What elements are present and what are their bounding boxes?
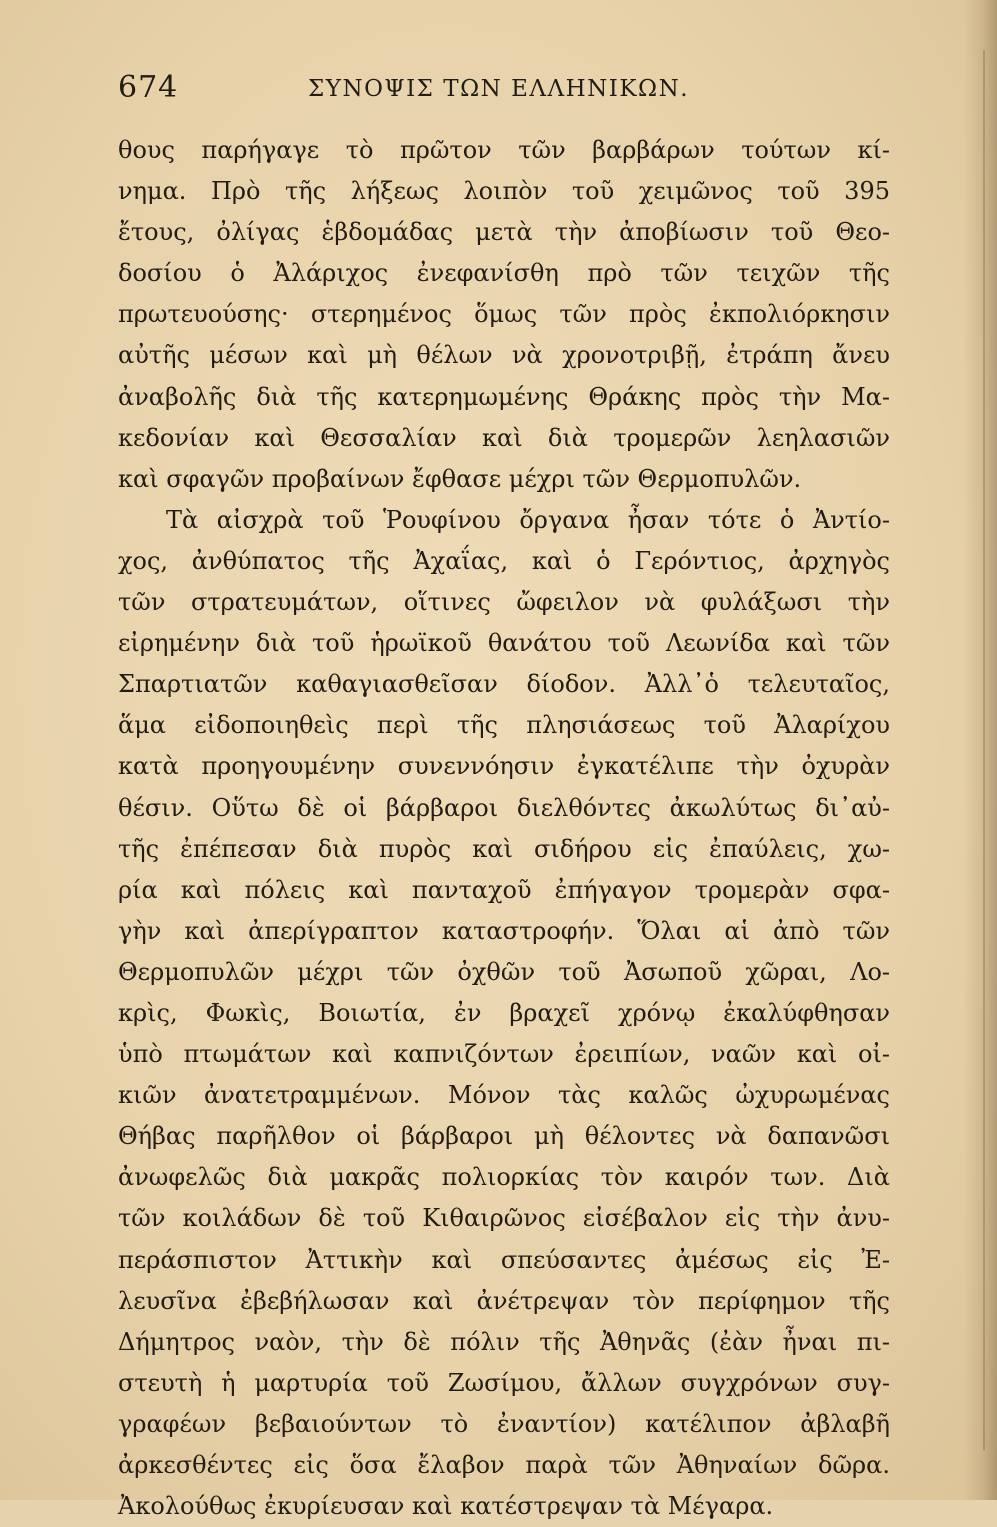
page-header	[118, 70, 898, 110]
text-line: κιῶν ἀνατετραμμένων. Μόνον τὰς καλῶς ὠχυρωμένας	[118, 1081, 890, 1110]
text-line: γραφέων βεβαιούντων τὸ ἐναντίον) κατέλιπον ἀβλαβῆ	[118, 1409, 890, 1438]
text-line: πρωτευούσης· στερημένος ὅμως τῶν πρὸς ἐκπολιόρκησιν	[118, 300, 890, 329]
text-line: καὶ σφαγῶν προβαίνων ἔφθασε μέχρι τῶν Θερμοπυλῶν.	[118, 464, 802, 493]
text-line: Θερμοπυλῶν μέχρι τῶν ὀχθῶν τοῦ Ἀσωποῦ χῶραι, Λο-	[118, 957, 890, 986]
text-line: εἰρημένην διὰ τοῦ ἡρωϊκοῦ θανάτου τοῦ Λεωνίδα καὶ τῶν	[118, 629, 890, 658]
text-line: περάσπιστον Ἀττικὴν καὶ σπεύσαντες ἀμέσως εἰς Ἐ-	[118, 1245, 890, 1274]
text-line: νημα. Πρὸ τῆς λήξεως λοιπὸν τοῦ χειμῶνος τοῦ 395	[118, 177, 890, 206]
text-line: ἀνωφελῶς διὰ μακρᾶς πολιορκίας τὸν καιρόν των. Διὰ	[118, 1163, 890, 1192]
text-line: Ἀκολούθως ἐκυρίευσαν καὶ κατέστρεψαν τὰ Μέγαρα.	[118, 1492, 774, 1521]
text-line: ρία καὶ πόλεις καὶ πανταχοῦ ἐπήγαγον τρομερὰν σφα-	[118, 875, 890, 904]
text-line: κρὶς, Φωκὶς, Βοιωτία, ἐν βραχεῖ χρόνῳ ἐκαλύφθησαν	[118, 998, 890, 1027]
text-line: ἀναβολῆς διὰ τῆς κατερημωμένης Θράκης πρὸς τὴν Μα-	[118, 382, 890, 411]
text-line: ἅμα εἰδοποιηθεὶς περὶ τῆς πλησιάσεως τοῦ Ἀλαρίχου	[118, 711, 890, 740]
running-head: ΣΥΝΟΨΙΣ ΤΩΝ ΕΛΛΗΝΙΚΩΝ.	[308, 76, 690, 102]
text-line: ἔτους, ὀλίγας ἑβδομάδας μετὰ τὴν ἀποβίωσιν τοῦ Θεο-	[118, 218, 890, 247]
text-line: αὐτῆς μέσων καὶ μὴ θέλων νὰ χρονοτριβῇ, ἐτράπη ἄνευ	[118, 341, 890, 370]
text-line: γὴν καὶ ἀπερίγραπτον καταστροφήν. Ὅλαι αἱ ἀπὸ τῶν	[118, 916, 890, 945]
text-line: κατὰ προηγουμένην συνεννόησιν ἐγκατέλιπε τὴν ὀχυρὰν	[118, 752, 890, 781]
text-line: θους παρήγαγε τὸ πρῶτον τῶν βαρβάρων τούτων κί-	[118, 136, 890, 164]
page-gutter-shadow	[963, 0, 997, 1500]
text-line: ἀρκεσθέντες εἰς ὅσα ἔλαβον παρὰ τῶν Ἀθηναίων δῶρα.	[118, 1451, 890, 1479]
paragraph-start-line: Τὰ αἰσχρὰ τοῦ Ῥουφίνου ὄργανα ἦσαν τότε ὁ Ἀντίο-	[166, 505, 890, 534]
text-line: δοσίου ὁ Ἀλάριχος ἐνεφανίσθη πρὸ τῶν τειχῶν τῆς	[118, 259, 890, 288]
text-line: Σπαρτιατῶν καθαγιασθεῖσαν δίοδον. Ἀλλ᾽ὁ τελευταῖος,	[118, 670, 890, 699]
text-line: Δήμητρος ναὸν, τὴν δὲ πόλιν τῆς Ἀθηνᾶς (ἐὰν ἦναι πι-	[118, 1327, 890, 1356]
text-line: χος, ἀνθύπατος τῆς Ἀχαΐας, καὶ ὁ Γερόντιος, ἀρχηγὸς	[118, 546, 890, 575]
text-line: στευτὴ ἡ μαρτυρία τοῦ Ζωσίμου, ἄλλων συγχρόνων συγ-	[118, 1368, 890, 1397]
text-line: τῆς ἐπέπεσαν διὰ πυρὸς καὶ σιδήρου εἰς ἐπαύλεις, χω-	[118, 834, 890, 863]
text-line: Θήβας παρῆλθον οἱ βάρβαροι μὴ θέλοντες νὰ δαπανῶσι	[118, 1122, 890, 1151]
text-line: κεδονίαν καὶ Θεσσαλίαν καὶ διὰ τρομερῶν λεηλασιῶν	[118, 423, 890, 452]
body-text	[118, 130, 890, 1527]
text-line: τῶν στρατευμάτων, οἵτινες ὤφειλον νὰ φυλάξωσι τὴν	[118, 588, 890, 617]
text-line: τῶν κοιλάδων δὲ τοῦ Κιθαιρῶνος εἰσέβαλον εἰς τὴν ἀνυ-	[118, 1204, 890, 1233]
text-line: θέσιν. Οὕτω δὲ οἱ βάρβαροι διελθόντες ἀκωλύτως δι᾽αὐ-	[118, 793, 890, 822]
text-line: λευσῖνα ἐβεβήλωσαν καὶ ἀνέτρεψαν τὸν περίφημον τῆς	[118, 1286, 890, 1315]
text-line: ὑπὸ πτωμάτων καὶ καπνιζόντων ἐρειπίων, ναῶν καὶ οἰ-	[118, 1040, 890, 1069]
page-number: 674	[118, 70, 179, 105]
binding-edge	[983, 50, 985, 1450]
